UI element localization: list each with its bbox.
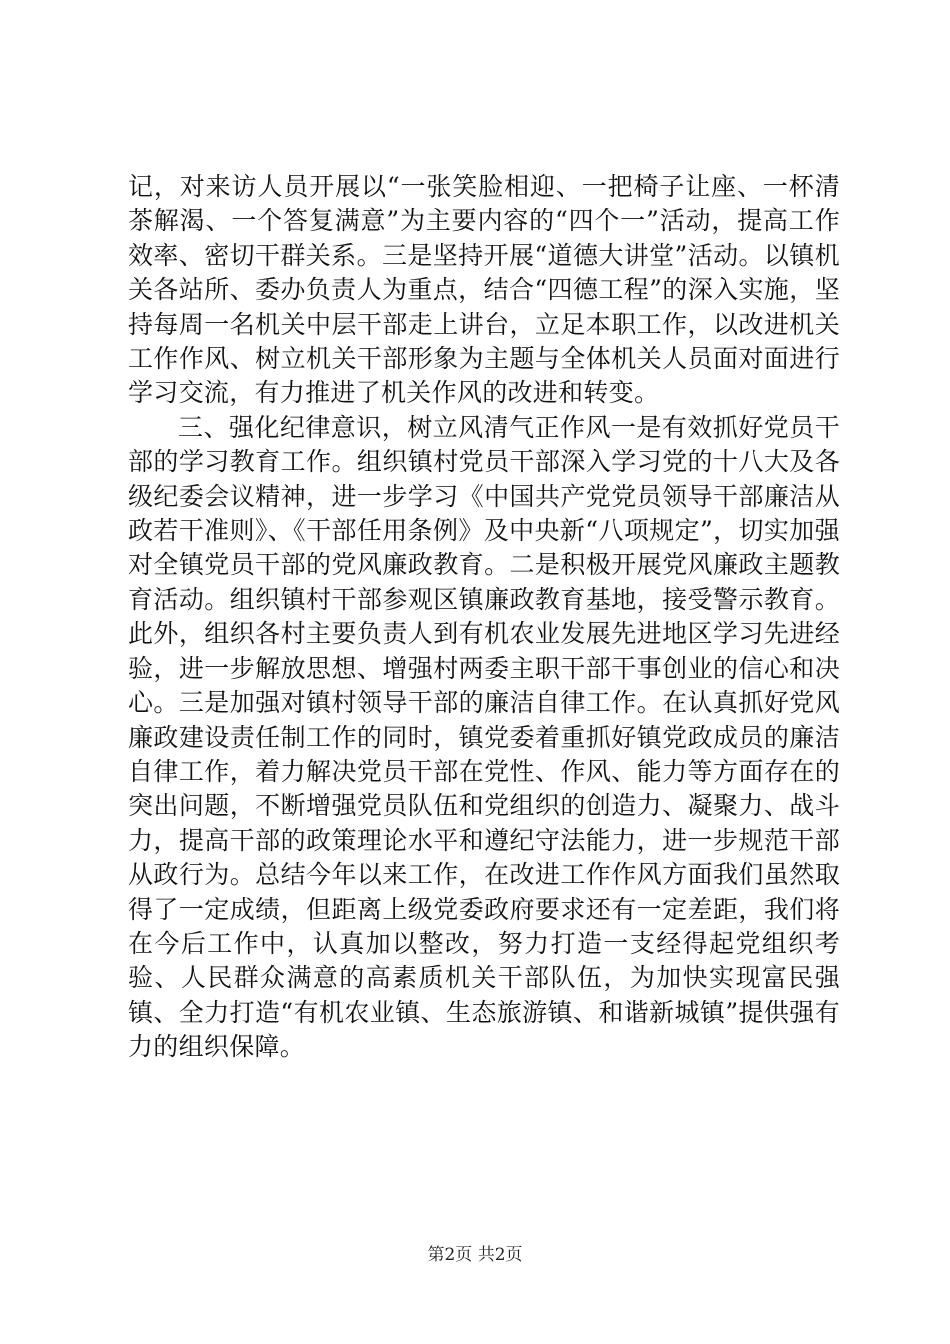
document-body: [128, 170, 840, 1065]
page-footer: [0, 1243, 950, 1267]
paragraph-1: 记，对来访人员开展以“一张笑脸相迎、一把椅子让座、一杯清茶解渴、一个答复满意”为主要内容的“四个一”活动，提高工作效率、密切干群关系。三是坚持开展“道德大讲堂”活动。以镇机关各站所、委办负责人为重点，结合“四德工程”的深入实施，坚持每周一名机关中层干部走上讲台，立足本职工作，以改进机关工作作风、树立机关干部形象为主题与全体机关人员面对面进行学习交流，有力推进了机关作风的改进和转变。: [128, 172, 840, 408]
page-number: 第2页 共2页: [427, 1245, 523, 1265]
paragraph-2: 三、强化纪律意识，树立风清气正作风一是有效抓好党员干部的学习教育工作。组织镇村党员干部深入学习党的十八大及各级纪委会议精神，进一步学习《中国共产党党员领导干部廉洁从政若干准则》、《干部任用条例》及中央新“八项规定”，切实加强对全镇党员干部的党风廉政教育。二是积极开展党风廉政主题教育活动。组织镇村干部参观区镇廉政教育基地，接受警示教育。此外，组织各村主要负责人到有机农业发展先进地区学习先进经验，进一步解放思想、增强村两委主职干部干事创业的信心和决心。三是加强对镇村领导干部的廉洁自律工作。在认真抓好党风廉政建设责任制工作的同时，镇党委着重抓好镇党政成员的廉洁自律工作，着力解决党员干部在党性、作风、能力等方面存在的突出问题，不断增强党员队伍和党组织的创造力、凝聚力、战斗力，提高干部的政策理论水平和遵纪守法能力，进一步规范干部从政行为。总结今年以来工作，在改进工作作风方面我们虽然取得了一定成绩，但距离上级党委政府要求还有一定差距，我们将在今后工作中，认真加以整改，努力打造一支经得起党组织考验、人民群众满意的高素质机关干部队伍，为加快实现富民强镇、全力打造“有机农业镇、生态旅游镇、和谐新城镇”提供强有力的组织保障。: [128, 412, 840, 1062]
